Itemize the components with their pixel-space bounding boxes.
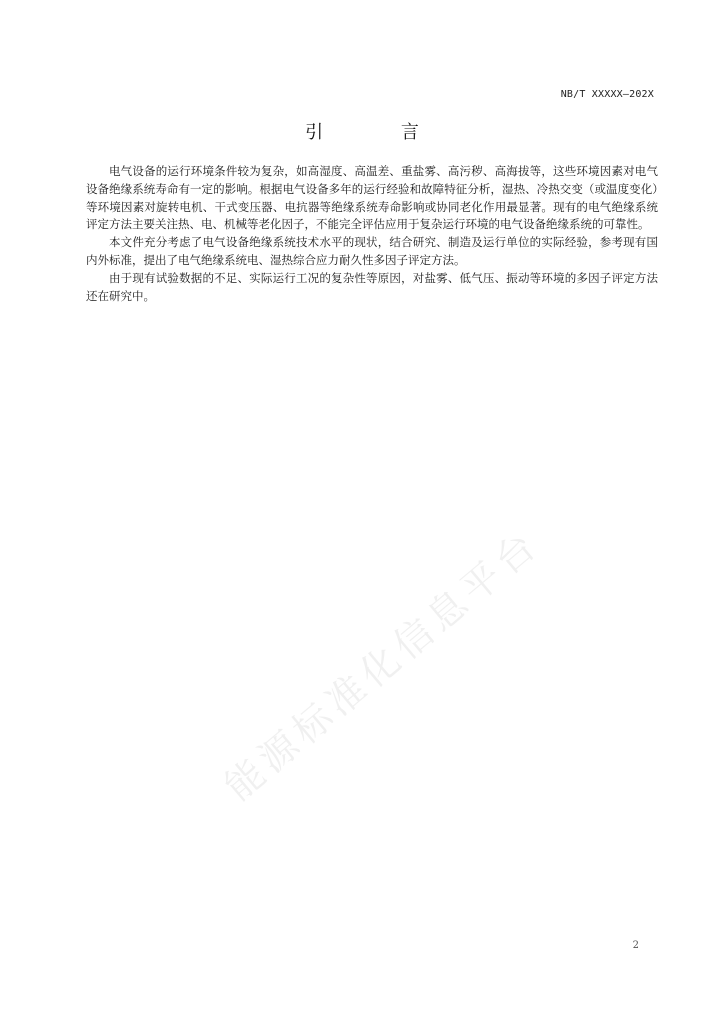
section-title: 引 言 bbox=[305, 122, 455, 143]
watermark: 能源标准化信息平台 bbox=[216, 521, 549, 810]
body-text bbox=[86, 163, 658, 305]
page-number: 2 bbox=[632, 940, 639, 951]
paragraph-2: 本文件充分考虑了电气设备绝缘系统技术水平的现状，结合研究、制造及运行单位的实际经验，参考现有国内外标准，提出了电气绝缘系统电、湿热综合应力耐久性多因子评定方法。 bbox=[86, 235, 658, 267]
paragraph-1: 电气设备的运行环境条件较为复杂，如高湿度、高温差、重盐雾、高污秽、高海拔等，这些环境因素对电气设备绝缘系统寿命有一定的影响。根据电气设备多年的运行经验和故障特征分析，湿热、冷热交变（或温度变化）等环境因素对旋转电机、干式变压器、电抗器等绝缘系统寿命影响或协同老化作用最显著。现有的电气绝缘系统评定方法主要关注热、电、机械等老化因子，不能完全评估应用于复杂运行环境的电气设备绝缘系统的可靠性。 bbox=[86, 164, 658, 232]
paragraph-3: 由于现有试验数据的不足、实际运行工况的复杂性等原因，对盐雾、低气压、振动等环境的多因子评定方法还在研究中。 bbox=[86, 270, 658, 303]
document-code: NB/T XXXXX—202X bbox=[560, 89, 654, 100]
